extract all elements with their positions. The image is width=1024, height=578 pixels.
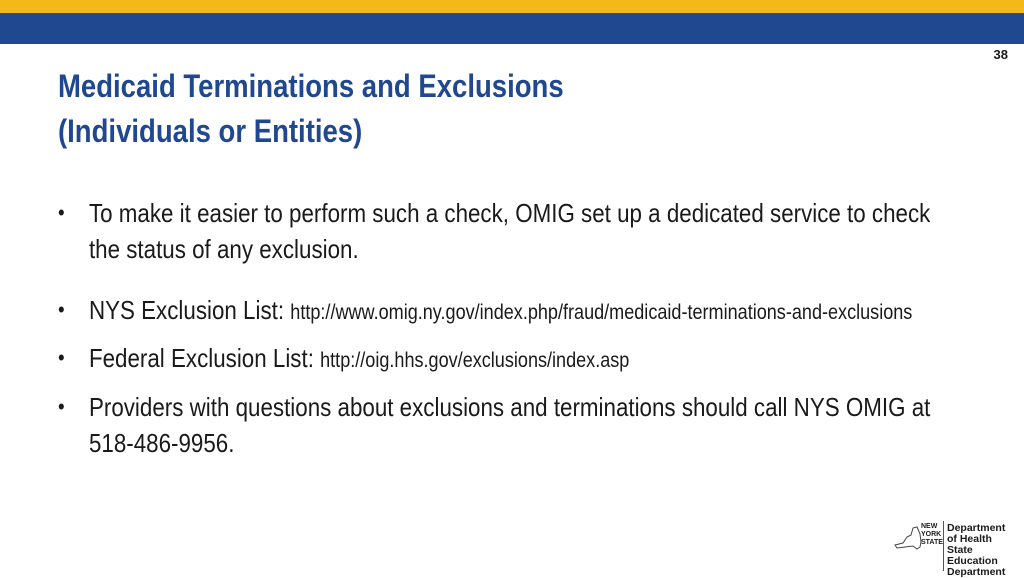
nys-exclusion-link[interactable]: http://www.omig.ny.gov/index.php/fraud/medicaid-terminations-and-exclusions [290,301,913,324]
nys-exclusion-label: NYS Exclusion List: [88,295,291,325]
bullet-dot-icon: • [58,345,65,370]
slide-title-line-1: Medicaid Terminations and Exclusions [58,68,564,104]
federal-exclusion-link[interactable]: http://oig.hhs.gov/exclusions/index.asp [320,349,630,372]
header-gold-stripe [0,0,1024,13]
department-names [947,523,1021,578]
bullet-item [58,389,952,461]
new-york-state-map-icon [893,525,923,551]
new-york-state-wordmark: NEW YORK STATE [921,523,943,546]
nys-agency-logo [893,519,1021,578]
dept-of-health-line-1: Department [947,522,1006,534]
slide-title [58,64,746,154]
bullet-text: Providers with questions about exclusions and terminations should call NYS OMIG at 518-486-9956. [88,392,931,458]
bullet-item [58,195,952,267]
bullet-list [58,195,952,461]
state-education-line-2: Department [947,566,1006,578]
bullet-item [58,340,952,379]
page-number: 38 [993,47,1008,62]
bullet-dot-icon: • [58,394,65,419]
header-blue-band [0,13,1024,44]
state-education-line-1: State Education [947,544,998,567]
bullet-dot-icon: • [58,200,65,225]
bullet-item [58,293,952,330]
bullet-dot-icon: • [58,297,65,322]
slide-title-line-2: (Individuals or Entities) [58,113,363,149]
bullet-text: To make it easier to perform such a check, OMIG set up a dedicated service to check the status of any exclusion. [88,198,931,264]
logo-divider [943,521,944,571]
federal-exclusion-label: Federal Exclusion List: [88,343,321,373]
dept-of-health-line-2: of Health [947,533,992,545]
